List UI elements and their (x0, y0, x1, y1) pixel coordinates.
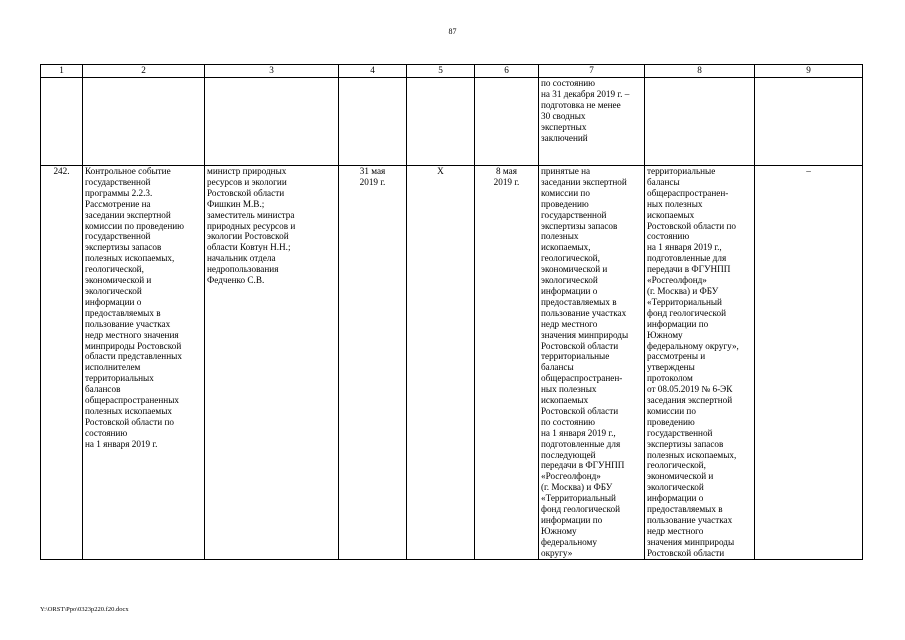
expected-result-cell: принятые на заседании экспертной комиссии по проведению государственной экспертизы запасов полезных ископаемых, геологической, экономической и экологической информации о предоставляемых в пользование участках недр местного значения минприроды Ростовской области территориальные балансы общераспространен- ных полезных ископаемых Ростовской области по состоянию на 1 января 2019 г., подготовленные для последующей передачи в ФГУНПП «Росгеолфонд» (г. Москва) и ФБУ «Территориальный фонд геологической информации по Южному федеральному округу» (539, 166, 645, 560)
empty-cell (83, 78, 205, 166)
continuation-row (41, 78, 863, 166)
column-number: 7 (539, 65, 645, 78)
row-number-cell: 242. (41, 166, 83, 560)
empty-cell (755, 78, 863, 166)
empty-cell (475, 78, 539, 166)
event-description-cell: Контрольное событие государственной программы 2.2.3. Рассмотрение на заседании экспертной комиссии по проведению государственной экспертизы запасов полезных ископаемых, геологической, экономической и экологической информации о предоставляемых в пользование участках недр местного значения минприроды Ростовской области представленных исполнителем территориальных балансов общераспространенных полезных ископаемых Ростовской области по состоянию на 1 января 2019 г. (83, 166, 205, 560)
event-plan-table (40, 64, 863, 560)
empty-cell (339, 78, 407, 166)
mark-cell: X (407, 166, 475, 560)
column-number: 4 (339, 65, 407, 78)
column-number: 1 (41, 65, 83, 78)
empty-cell (645, 78, 755, 166)
planned-date-cell: 31 мая 2019 г. (339, 166, 407, 560)
page-number: 87 (448, 27, 457, 36)
notes-cell: – (755, 166, 863, 560)
responsible-persons-cell: министр природных ресурсов и экологии Ростовской области Фишкин М.В.; заместитель министра природных ресурсов и экологии Ростовской области Ковтун Н.Н.; начальник отдела недропользования Федченко С.В. (205, 166, 339, 560)
column-number: 8 (645, 65, 755, 78)
continuation-result-cell: по состоянию на 31 декабря 2019 г. – подготовка не менее 30 сводных экспертных заключений (539, 78, 645, 166)
actual-date-cell: 8 мая 2019 г. (475, 166, 539, 560)
column-number-row (41, 65, 863, 78)
column-number: 3 (205, 65, 339, 78)
document-path-footer: Y:\ORST\Ppo\0323p220.f20.docx (40, 606, 129, 613)
column-number: 9 (755, 65, 863, 78)
column-number: 5 (407, 65, 475, 78)
empty-cell (41, 78, 83, 166)
actual-result-cell: территориальные балансы общераспространен- ных полезных ископаемых Ростовской области по состоянию на 1 января 2019 г., подготовленные для передачи в ФГУНПП «Росгеолфонд» (г. Москва) и ФБУ «Территориальный фонд геологической информации по Южному федеральному округу», рассмотрены и утверждены протоколом от 08.05.2019 № 6-ЭК заседания экспертной комиссии по проведению государственной экспертизы запасов полезных ископаемых, геологической, экономической и экологической информации о предоставляемых в пользование участках недр местного значения минприроды Ростовской области (645, 166, 755, 560)
column-number: 6 (475, 65, 539, 78)
column-number: 2 (83, 65, 205, 78)
empty-cell (407, 78, 475, 166)
empty-cell (205, 78, 339, 166)
table-row-242 (41, 166, 863, 560)
